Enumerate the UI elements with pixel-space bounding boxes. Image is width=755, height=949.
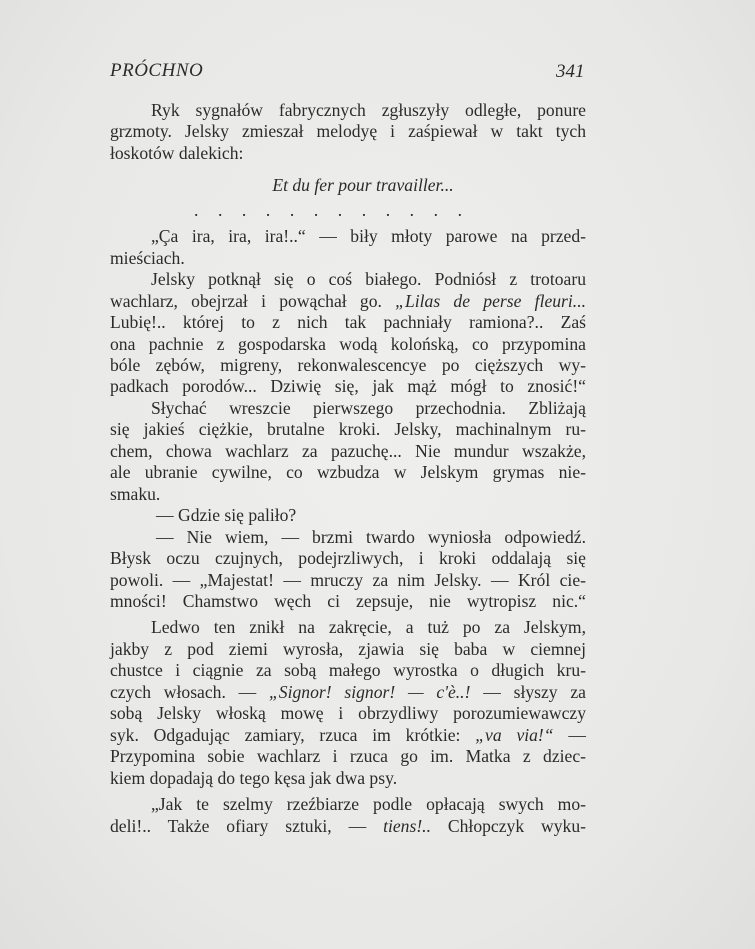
text-segment: czych włosach. —	[110, 681, 270, 702]
text-line	[110, 725, 586, 746]
text-line: łoskotów dalekich:	[110, 142, 244, 163]
text-line: padkach porodów... Dziwię się, jak mąż mógł to znosić!“	[110, 376, 586, 397]
text-line: Błysk oczu czujnych, podejrzliwych, i kroki oddalają się	[110, 548, 586, 569]
text-line: bóle zębów, migreny, rekonwalescencye po cięższych wy-	[110, 354, 586, 375]
italic-quote: „va via!“	[475, 724, 554, 745]
text-line: jakby z pod ziemi wyrosła, zjawia się baba w ciemnej	[110, 638, 586, 659]
text-segment: Chłopczyk wyku-	[430, 815, 587, 836]
page-number: 341	[556, 61, 585, 82]
text-line: sobą Jelsky włoską mowę i obrzydliwy porozumiewawczy	[110, 703, 586, 724]
page-body-text	[110, 100, 586, 837]
text-line: Ryk sygnałów fabrycznych zgłuszyły odległe, ponure	[151, 100, 586, 120]
running-head-title: PRÓCHNO	[110, 60, 204, 81]
text-line	[110, 291, 586, 312]
italic-quote: „Signor! signor! — c'è..!	[269, 681, 471, 702]
text-line: powoli. — „Majestat! — mruczy za nim Jelsky. — Król cie-	[110, 569, 586, 590]
text-line: „Jak te szelmy rzeźbiarze podle opłacają swych mo-	[151, 794, 586, 815]
text-line: ale ubranie cywilne, co wzbudza w Jelskym grymas nie-	[110, 462, 586, 483]
text-line: chem, chowa wachlarz za pazuchę... Nie mundur wszakże,	[110, 440, 586, 461]
text-segment: deli!.. Także ofiary sztuki, —	[110, 815, 384, 836]
text-segment: wachlarz, obejrzał i powąchał go.	[110, 290, 396, 311]
text-line: „Ça ira, ira, ira!..“ — biły młoty parowe na przed-	[151, 226, 586, 247]
text-line: mieściach.	[110, 247, 185, 268]
text-line: smaku.	[110, 483, 161, 504]
text-segment: syk. Odgadując zamiary, rzuca im krótkie:	[110, 724, 476, 745]
text-line: Jelsky potknął się o coś białego. Podniósł z trotoaru	[151, 269, 586, 290]
text-line	[110, 816, 586, 837]
text-line: Lubię!.. której to z nich tak pachniały ramiona?.. Zaś	[110, 312, 586, 333]
italic-quote: „Lilas de perse fleuri...	[395, 290, 586, 311]
text-line: Ledwo ten znikł na zakręcie, a tuż po za Jelskym,	[151, 617, 586, 638]
text-segment: — słyszy za	[470, 681, 586, 702]
text-line: Przypomina sobie wachlarz i rzuca go im. Matka z dziec-	[110, 746, 586, 767]
text-line: kiem dopadają do tego kęsa jak dwa psy.	[110, 767, 398, 788]
text-line: grzmoty. Jelsky zmieszał melodyę i zaśpiewał w takt tych	[110, 121, 586, 142]
text-line: Słychać wreszcie pierwszego przechodnia. Zbliżają	[151, 397, 586, 418]
text-line: się jakieś ciężkie, brutalne kroki. Jelsky, machinalnym ru-	[110, 419, 586, 440]
verse-quote: Et du fer pour travailler...	[272, 175, 454, 196]
text-line	[110, 682, 586, 703]
dialogue-line: — Nie wiem, — brzmi twardo wyniosła odpowiedź.	[156, 526, 586, 547]
text-segment: —	[553, 724, 586, 745]
ellipsis-row: . . . . . . . . . . . .	[194, 199, 462, 220]
text-line: ona pachnie z gospodarska wodą kolońską, co przypomina	[110, 333, 586, 354]
italic-quote: tiens!..	[383, 815, 431, 836]
text-line: mności! Chamstwo węch ci zepsuje, nie wytropisz nic.“	[110, 590, 586, 611]
text-line: chustce i ciągnie za sobą małego wyrostka o długich kru-	[110, 660, 586, 681]
dialogue-line: — Gdzie się paliło?	[156, 505, 297, 526]
